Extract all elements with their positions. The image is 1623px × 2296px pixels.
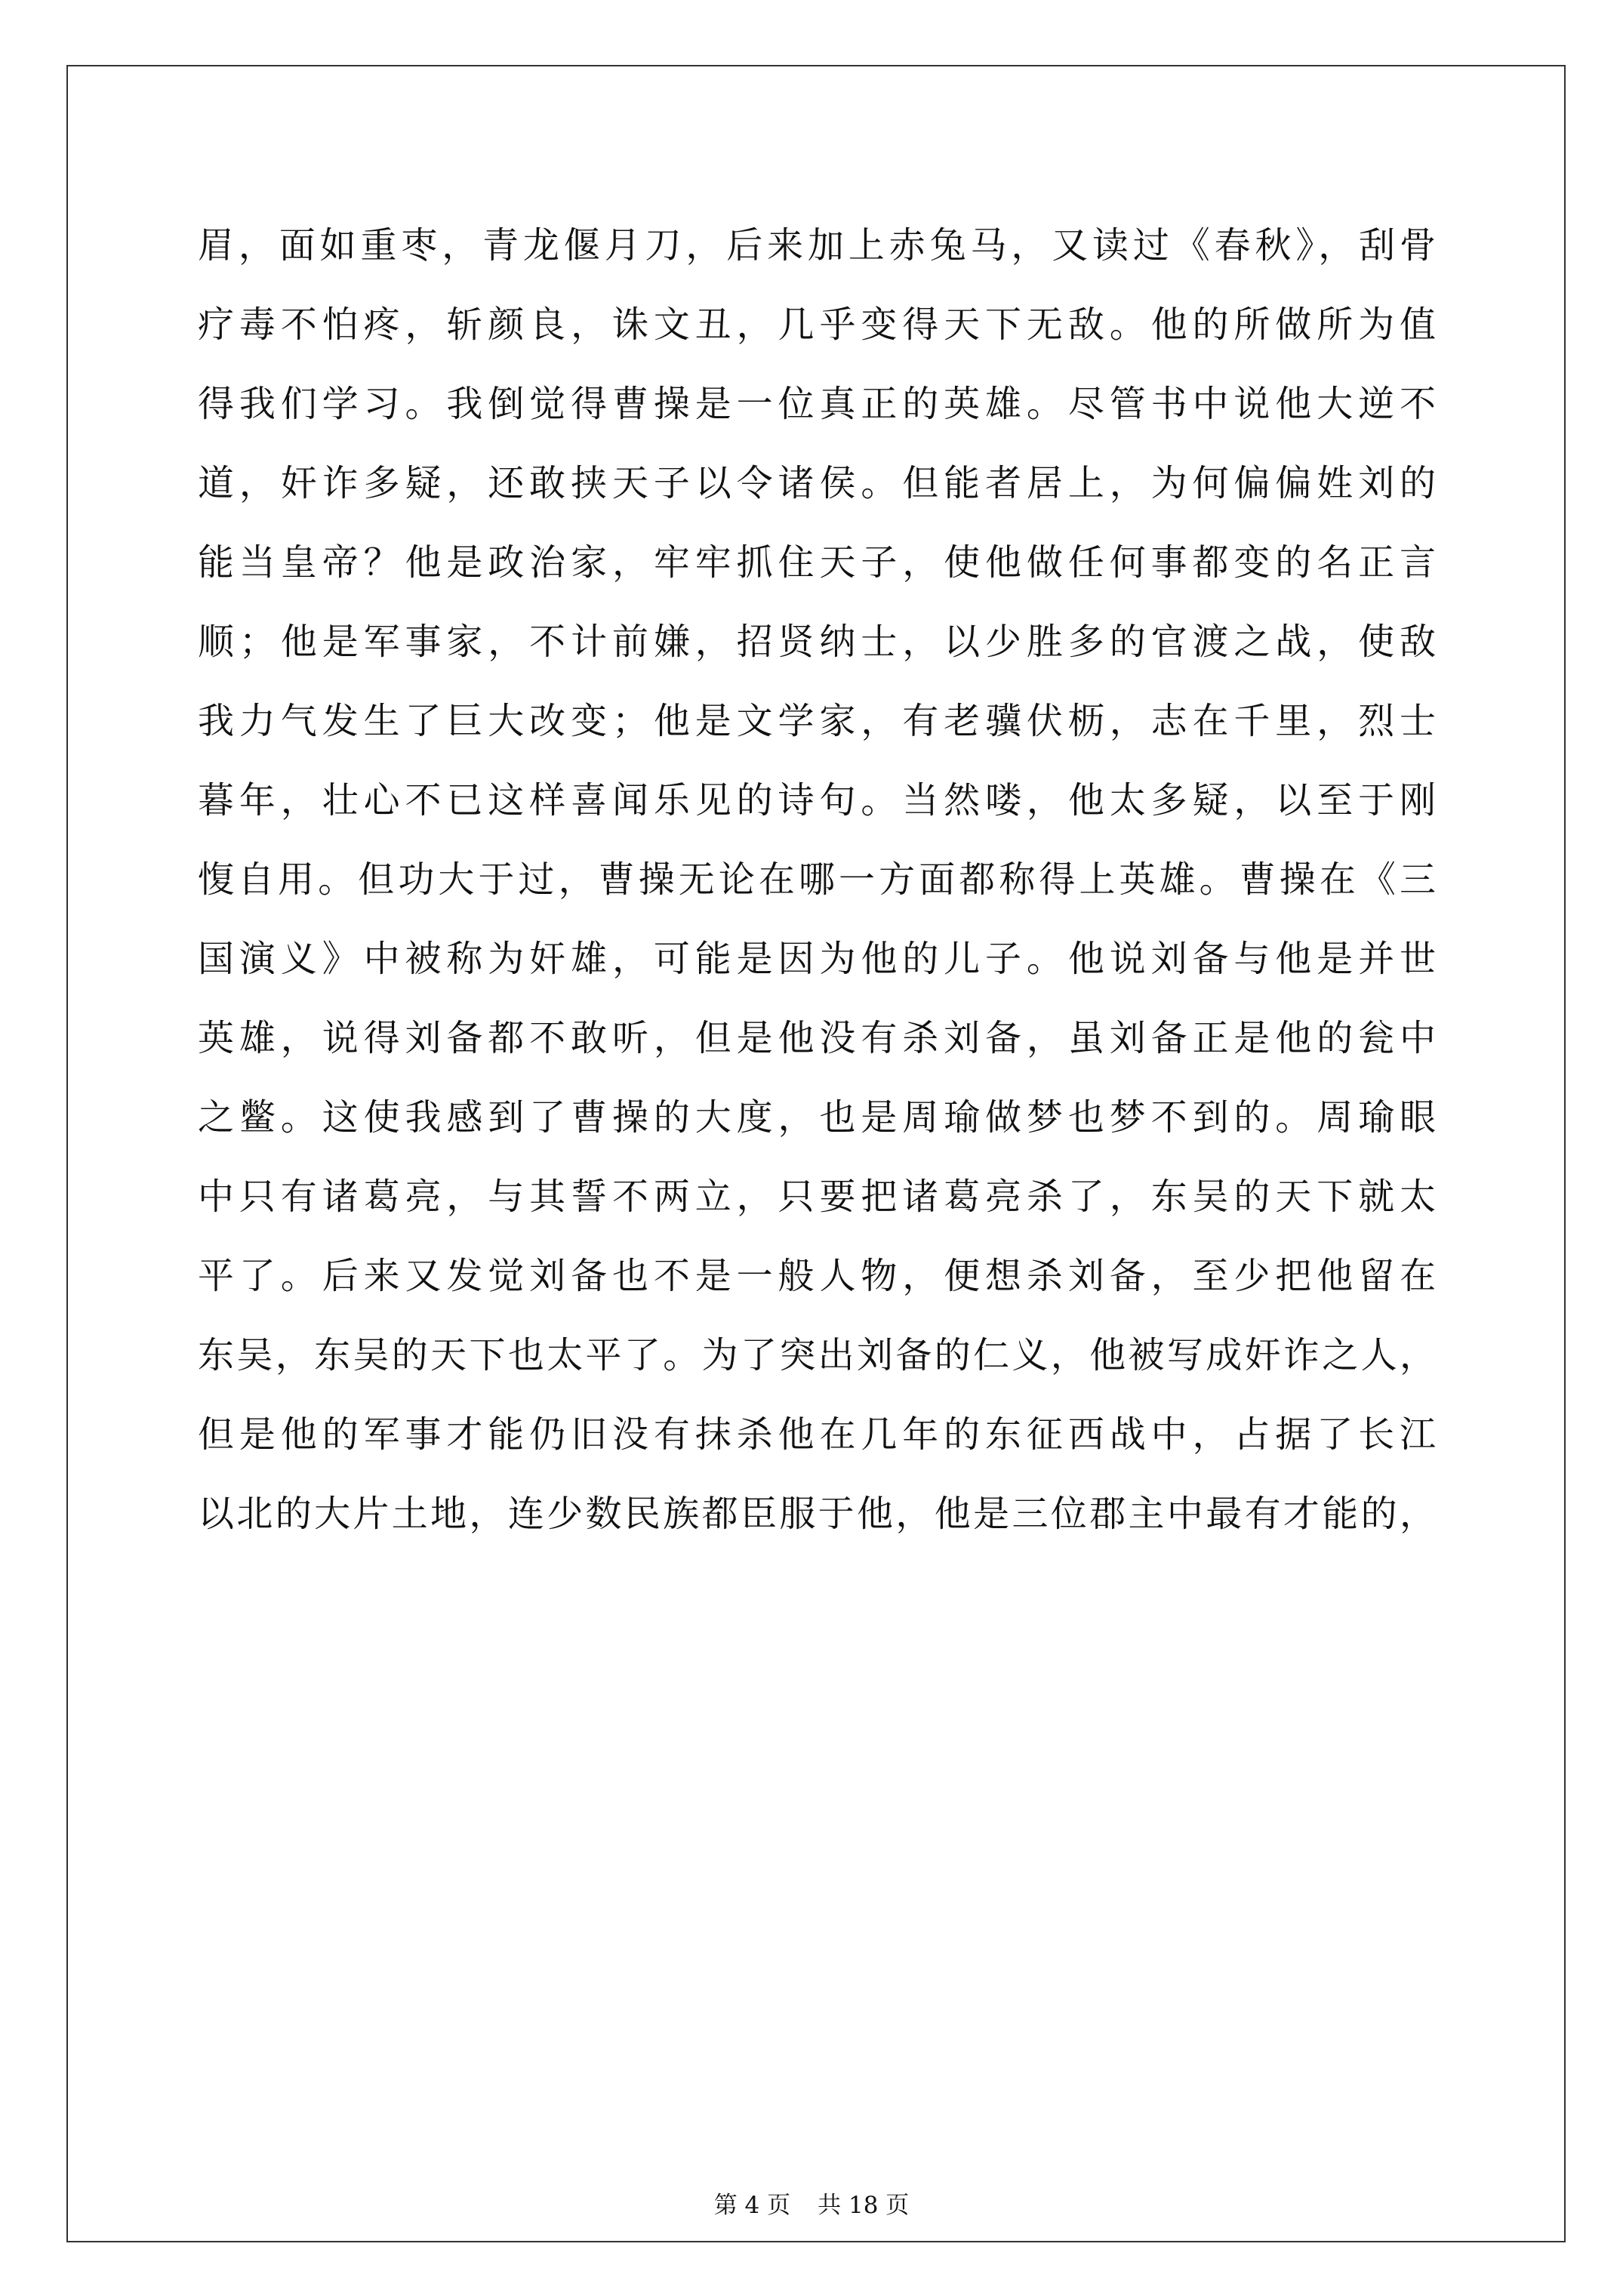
text-line: 愎自用。但功大于过，曹操无论在哪一方面都称得上英雄。曹操在《三 [198,858,1436,901]
text-line: 之鳖。这使我感到了曹操的大度，也是周瑜做梦也梦不到的。周瑜眼 [198,1096,1436,1139]
text-line: 道，奸诈多疑，还敢挟天子以令诸侯。但能者居上，为何偏偏姓刘的 [198,462,1436,504]
text-line: 疗毒不怕疼，斩颜良，诛文丑，几乎变得天下无敌。他的所做所为值 [198,304,1436,346]
text-line: 眉，面如重枣，青龙偃月刀，后来加上赤兔马，又读过《春秋》，刮骨 [198,224,1436,267]
text-line: 暮年，壮心不已这样喜闻乐见的诗句。当然喽，他太多疑，以至于刚 [198,779,1436,821]
page-number: 第 4 页 [713,2192,791,2219]
text-line: 得我们学习。我倒觉得曹操是一位真正的英雄。尽管书中说他大逆不 [198,383,1436,425]
text-line: 以北的大片土地，连少数民族都臣服于他，他是三位郡主中最有才能的， [198,1493,1436,1535]
text-line: 国演义》中被称为奸雄，可能是因为他的儿子。他说刘备与他是并世 [198,938,1436,980]
text-line: 英雄，说得刘备都不敢听，但是他没有杀刘备，虽刘备正是他的瓮中 [198,1017,1436,1059]
text-line: 顺；他是军事家，不计前嫌，招贤纳士，以少胜多的官渡之战，使敌 [198,621,1436,663]
text-line: 能当皇帝？他是政治家，牢牢抓住天子，使他做任何事都变的名正言 [198,541,1436,584]
text-line: 但是他的军事才能仍旧没有抹杀他在几年的东征西战中，占据了长江 [198,1413,1436,1456]
text-line: 东吴，东吴的天下也太平了。为了突出刘备的仁义，他被写成奸诈之人， [198,1334,1436,1376]
page-footer [0,2186,1623,2220]
text-line: 中只有诸葛亮，与其誓不两立，只要把诸葛亮杀了，东吴的天下就太 [198,1176,1436,1218]
page-total: 共 18 页 [818,2192,910,2219]
text-line: 我力气发生了巨大改变；他是文学家，有老骥伏枥，志在千里，烈士 [198,700,1436,742]
text-line: 平了。后来又发觉刘备也不是一般人物，便想杀刘备，至少把他留在 [198,1255,1436,1297]
body-text [198,206,1436,1554]
